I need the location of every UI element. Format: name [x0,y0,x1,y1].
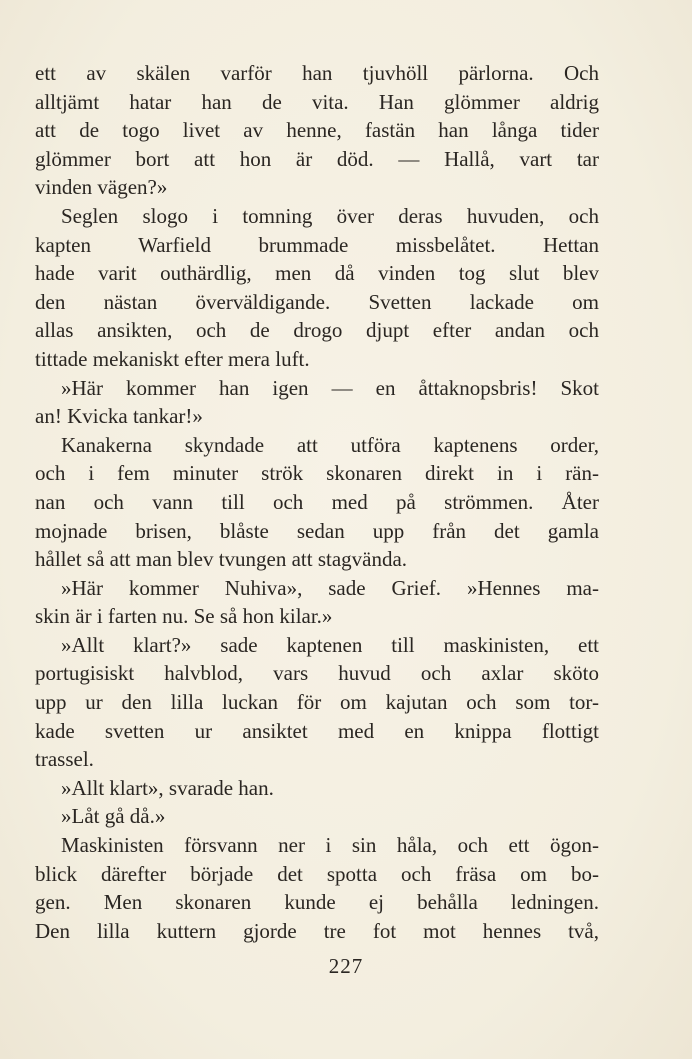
text-line: Kanakerna skyndade att utföra kaptenens order, [61,432,599,457]
text-line: vinden vägen?» [35,175,168,200]
text-line: mojnade brisen, blåste sedan upp från det gamla [35,518,599,543]
text-line: blick därefter började det spotta och fräsa om bo- [35,861,599,886]
body-text [35,59,599,945]
text-line: nan och vann till och med på strömmen. Åter [35,489,599,514]
text-line: den nästan överväldigande. Svetten lackade om [35,289,599,314]
text-line: kade svetten ur ansiktet med en knippa flottigt [35,718,599,743]
text-line: Den lilla kuttern gjorde tre fot mot hennes två, [35,918,599,943]
text-line: gen. Men skonaren kunde ej behålla ledningen. [35,890,599,915]
text-line: ett av skälen varför han tjuvhöll pärlorna. Och [35,61,599,85]
text-line: alltjämt hatar han de vita. Han glömmer aldrig [35,89,599,114]
text-line: »Låt gå då.» [61,804,166,829]
text-line: kapten Warfield brummade missbelåtet. Hettan [35,232,599,257]
text-line: »Allt klart», svarade han. [61,775,274,800]
text-line: Maskinisten försvann ner i sin håla, och ett ögon- [61,833,599,858]
text-line: hade varit outhärdlig, men då vinden tog slut blev [35,261,599,286]
text-line: och i fem minuter strök skonaren direkt in i rän- [35,461,599,486]
text-line: an! Kvicka tankar!» [35,404,203,429]
text-line: att de togo livet av henne, fastän han långa tider [35,118,599,143]
text-line: »Här kommer Nuhiva», sade Grief. »Hennes ma- [61,575,599,600]
text-line: tittade mekaniskt efter mera luft. [35,346,310,371]
page-number: 227 [328,954,364,978]
text-line: skin är i farten nu. Se så hon kilar.» [35,604,333,629]
text-line: portugisiskt halvblod, vars huvud och axlar sköto [35,661,599,686]
text-line: »Här kommer han igen — en åttaknopsbris! Skot [61,375,599,400]
text-line: Seglen slogo i tomning över deras huvuden, och [61,203,599,228]
text-line: hållet så att man blev tvungen att stagvända. [35,547,408,572]
text-line: allas ansikten, och de drogo djupt efter andan och [35,318,599,343]
text-line: glömmer bort att hon är död. — Hallå, vart tar [35,146,599,171]
text-line: trassel. [35,747,94,772]
text-line: »Allt klart?» sade kaptenen till maskinisten, ett [61,632,599,657]
text-line: upp ur den lilla luckan för om kajutan och som tor- [35,690,599,715]
